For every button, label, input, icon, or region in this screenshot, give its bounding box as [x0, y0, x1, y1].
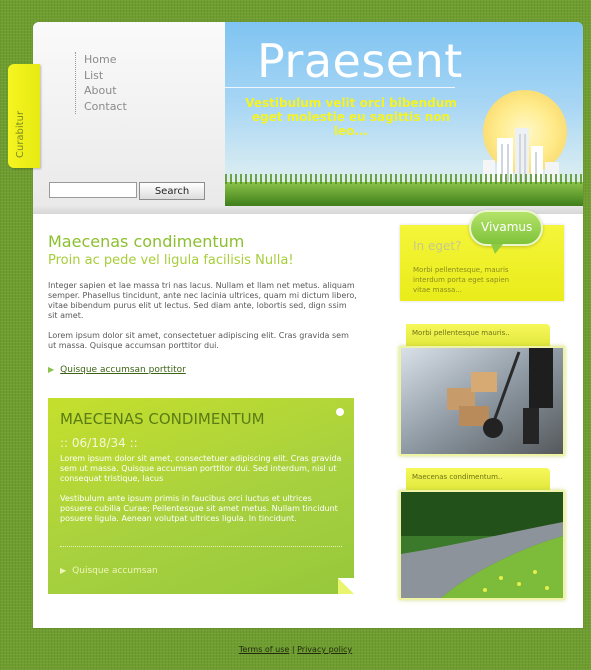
card-text-1: Lorem ipsum dolor sit amet, consectetuer adipiscing elit. Cras gravida sem ut massa. Quisque accumsan porttitor dui. Sed interdum, nisl ut consequat tristique, lacus: [60, 454, 342, 483]
road-photo: [399, 490, 565, 600]
arrow-right-icon: ▶: [48, 365, 55, 374]
pin-icon: [336, 408, 344, 416]
gallery-tab-2[interactable]: Maecenas condimentum..: [406, 468, 550, 490]
footer-separator: |: [289, 645, 298, 654]
arrow-right-icon: ▶: [60, 566, 67, 575]
grass-strip: [225, 182, 583, 206]
more-link[interactable]: Quisque accumsan porttitor: [60, 365, 186, 375]
nav-about[interactable]: About: [84, 84, 117, 97]
card-title: MAECENAS CONDIMENTUM: [60, 410, 265, 428]
side-tab-label: Curabitur: [15, 110, 26, 158]
main-paragraph-2: Lorem ipsum dolor sit amet, consectetuer adipiscing elit. Cras gravida sem ut massa. Quisque accumsan porttitor dui.: [48, 331, 349, 350]
search-input[interactable]: [49, 182, 137, 198]
header-left: [33, 22, 225, 212]
card-divider: [60, 546, 342, 547]
search-form: [49, 182, 205, 200]
privacy-link[interactable]: Privacy policy: [297, 645, 353, 654]
card-date: :: 06/18/34 ::: [60, 436, 138, 450]
nav-list[interactable]: List: [84, 68, 104, 82]
main-nav: [75, 52, 127, 114]
brand-divider: [225, 87, 455, 88]
bubble-label: Vivamus: [481, 220, 533, 234]
feature-card: [48, 398, 354, 594]
dolly-illustration: [401, 348, 563, 454]
road-illustration: [401, 492, 563, 598]
footer: [0, 645, 591, 654]
main-paragraph-1: Integer sapien et lae massa tri nas lacus. Nullam et llam net metus. aliquam semper. Phasellus tincidunt, ante nec lacinia ultrices, quam mi dictum libero, vitae bibendum purus elit ut lectus. Sed diam ante, lobortis sed, dign ssim sit amet.: [48, 281, 357, 320]
page-container: [33, 22, 583, 628]
terms-link[interactable]: Terms of use: [238, 645, 290, 654]
main-title: Maecenas condimentum: [48, 232, 245, 251]
speech-bubble: [469, 210, 543, 246]
note-text: Morbi pellentesque, mauris interdum porta eget sapien vitae massa...: [413, 266, 510, 294]
card-more-link[interactable]: Quisque accumsan: [72, 566, 158, 576]
side-tab[interactable]: [8, 64, 40, 168]
main-subtitle: Proin ac pede vel ligula facilisis Nulla!: [48, 253, 294, 268]
nav-contact[interactable]: Contact: [84, 99, 127, 113]
card-text-2: Vestibulum ante ipsum primis in faucibus orci luctus et ultrices posuere cubilia Curae; Pellentesque sit amet metus. Nullam tincidunt posuere ligula. Aenean volutpat ultrices ligula. In tincidunt.: [60, 494, 338, 523]
header-banner: [225, 22, 583, 206]
gallery-tab-1[interactable]: Morbi pellentesque mauris..: [406, 324, 550, 346]
header-tagline: Vestibulum velit orci bibendum eget molestie eu sagittis non leo...: [245, 96, 457, 138]
card-more-row: [60, 566, 158, 576]
nav-home[interactable]: Home: [84, 53, 117, 66]
search-button[interactable]: Search: [139, 182, 205, 200]
more-link-row: [48, 365, 186, 375]
site-brand: Praesent: [257, 34, 463, 88]
page-fold-corner: [338, 578, 354, 594]
note-title: In eget?: [413, 239, 462, 253]
warehouse-photo: [399, 346, 565, 456]
